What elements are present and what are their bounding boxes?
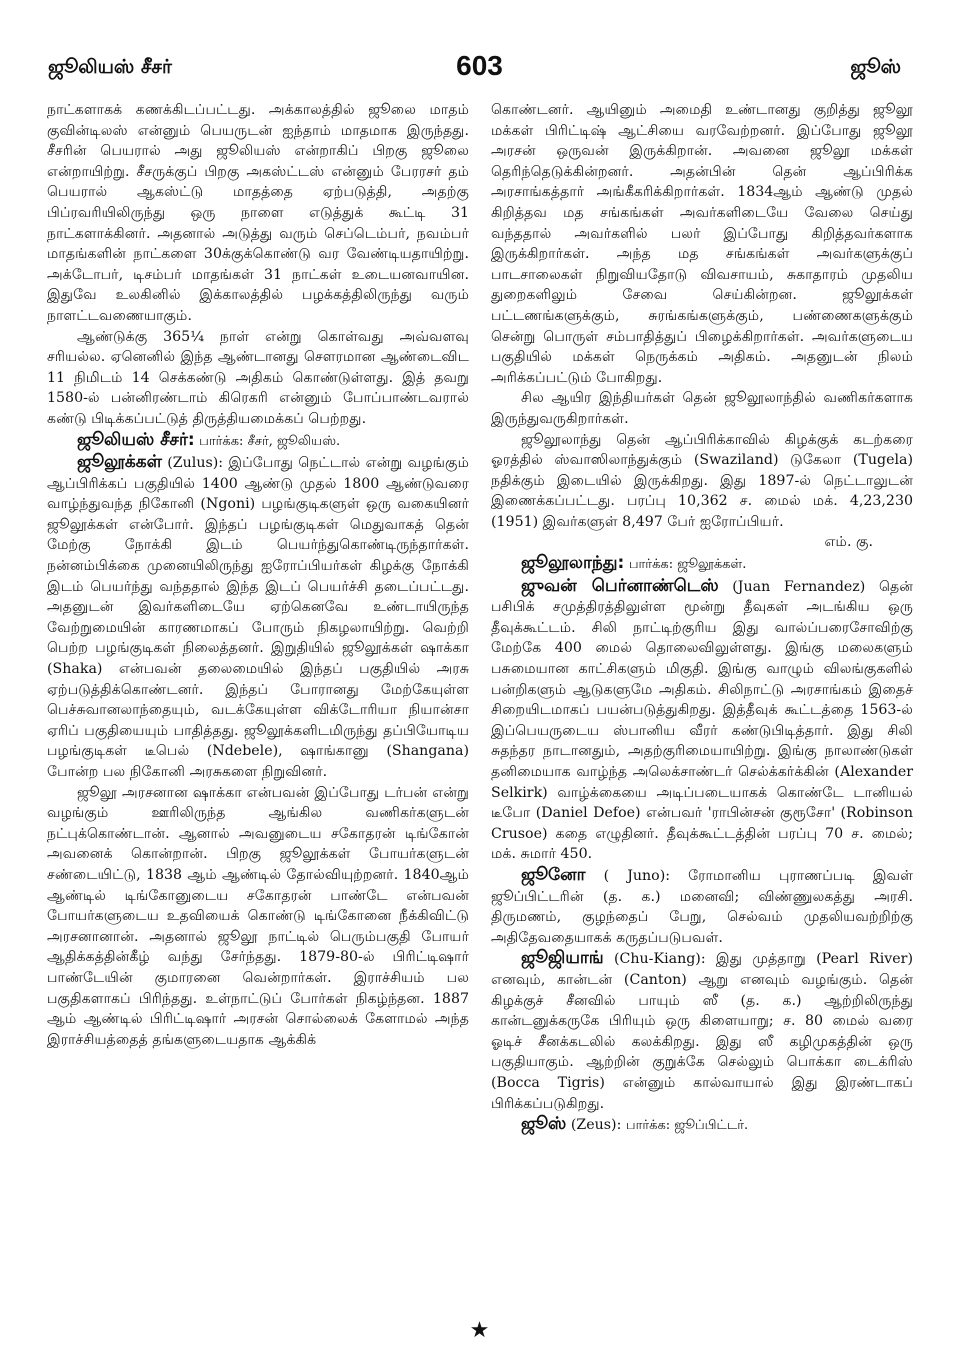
running-head-right: ஜூஸ் [850, 56, 901, 78]
paragraph: நாட்களாகக் கணக்கிடப்பட்டது. அக்காலத்தில் ஜூலை மாதம் குவின்டிலஸ் என்னும் பெயருடன் ஐந்தாம் மாதமாக இருந்தது. சீசரின் பெயரால் அது ஜூலியஸ் என்றாகிப் பிறகு ஜூலை என்றாயிற்று. சீசருக்குப் பிறகு அகஸ்ட்டஸ் என்னும் பேரரசர் தம் பெயரால் ஆகஸ்ட்டு மாதத்தை ஏற்படுத்தி, அதற்கு பிப்ரவரியிலிருந்து ஒரு நாளை எடுத்துக் கூட்டி 31 நாட்களாக்கினர். அதனால் அடுத்து வரும் செப்டெம்பர், நவம்பர் மாதங்களின் நாட்களை 30க்குக்கொண்டு வர வேண்டியதாயிற்று. அக்டோபர், டிசம்பர் மாதங்கள் 31 நாட்கள் உடையனவாயின. இதுவே உலகினில் இக்காலத்தில் பழக்கத்திலிருந்து வரும் நாளட்டவணையாகும். [47, 102, 469, 324]
cross-reference: பார்க்க: ஜூலூக்கள். [628, 557, 747, 573]
cross-reference: பார்க்க: சீசர், ஜூலியஸ். [199, 433, 341, 449]
cross-reference: பார்க்க: ஜூப்பிட்டர். [625, 1118, 749, 1134]
footer-star-mark: ★ [469, 1318, 490, 1343]
left-column [47, 100, 469, 1050]
paragraph: சில ஆயிர இந்தியர்கள் தென் ஜூலூலாந்தில் வணிகர்களாக இருந்துவருகிறார்கள். [491, 390, 913, 427]
entry-latin-name: ( Juno): [603, 867, 671, 884]
running-head-left: ஜூலியஸ் சீசர் [48, 56, 172, 78]
entry-headword: ஜூஜியாங் [521, 948, 604, 969]
entry-headword: ஜூலியஸ் சீசர்: [77, 429, 195, 450]
entry-juno [491, 865, 913, 948]
entry-latin-name: (Juan Fernandez) [732, 578, 866, 595]
entry-body: இப்போது நெட்டால் என்று வழங்கும் ஆப்பிரிக்கப் பகுதியில் 1400 ஆண்டு முதல் 1800 ஆண்டுவரை வாழ்ந்துவந்த நிகோனி (Ngoni) பழங்குடிகளுள் ஒரு வகையினர் ஜூலூக்கள் என்போர். இந்தப் பழங்குடிகள் மெதுவாகத் தென் மேற்கு நோக்கி இடம் பெயர்ந்துகொண்டிருந்தார்கள். நன்னம்பிக்கை முனையிலிருந்து ஐரோப்பியர்கள் கிழக்கு நோக்கி இடம் பெயர்ந்து வந்ததால் இந்த இடப் பெயர்ச்சி தடைப்பட்டது. அதனுடன் இவர்களிடையே ஏற்கெனவே உண்டாயிருந்த வேற்றுமையின் காரணமாகப் போரும் நிகழலாயிற்று. வெற்றி பெற்ற பழங்குடிகள் நிலைத்தனர். இறுதியில் ஜூலூக்கள் ஷாக்கா (Shaka) என்பவன் தலைமையில் இந்தப் பகுதியில் அரசு ஏற்படுத்திக்கொண்டனர். இந்தப் போரானது மேற்கேயுள்ள பெச்சுவானலாந்தையும், வடக்கேயுள்ள விக்டோரியா நியான்சா ஏரிப் பகுதியையும் பாதித்தது. ஜூலூக்களிடமிருந்து தப்பியோடிய பழங்குடிகள் டீபெல் (Ndebele), ஷாங்கானு (Shangana) போன்ற பல நிகோனி அரசுகளை நிறுவினர். [47, 455, 469, 780]
paragraph: கொண்டனர். ஆயினும் அமைதி உண்டானது குறித்து ஜூலூ மக்கள் பிரிட்டிஷ் ஆட்சியை வரவேற்றனர். இப்போது ஜூலூ அரசன் ஒருவன் இருக்கிறான். அவனை ஜூலூ மக்கள் தெரிந்தெடுக்கின்றனர். அதன்பின் தென் ஆப்பிரிக்க அரசாங்கத்தார் அங்கீகரிக்கிறார்கள். 1834ஆம் ஆண்டு முதல் கிறித்தவ மத சங்கங்கள் அவர்களிடையே வேலை செய்து வந்ததால் அவர்களில் பலர் இப்போது கிறித்தவர்களாக இருக்கிறார்கள். அந்த மத சங்கங்கள் அவர்களுக்குப் பாடசாலைகள் நிறுவியதோடு விவசாயம், சுகாதாரம் முதலிய துறைகளிலும் சேவை செய்கின்றன. ஜூலூக்கள் பட்டணங்களுக்கும், சுரங்கங்களுக்கும், பண்ணைகளுக்கும் சென்று பொருள் சம்பாதித்துப் பிழைக்கிறார்கள். அவர்களுடைய பகுதியில் மக்கள் நெருக்கம் அதிகம். அதனுடன் நிலம் அரிக்கப்பட்டும் போகிறது. [491, 102, 913, 386]
page-number: 603 [456, 50, 503, 81]
right-column [491, 100, 913, 1137]
entry-latin-name: (Chu-Kiang): [614, 951, 706, 968]
entry-julius-caesar [47, 430, 469, 453]
entry-body: இது முத்தாறு (Pearl River) எனவும், கான்டன் (Canton) ஆறு எனவும் வழங்கும். தென் கிழக்குச் சீனவில் பாயும் ஸீ (த. க.) ஆற்றிலிருந்து கான்டனுக்கருகே பிரியும் ஒரு கிளையாறு; ச. 80 மைல் வரை ஓடிச் சீனக்கடலில் கலக்கிறது. இது ஸீ கழிமுகத்தின் ஒரு பகுதியாகும். ஆற்றின் குறுக்கே செல்லும் பொக்கா டைக்ரிஸ் (Bocca Tigris) என்னும் கால்வாயால் இது இரண்டாகப் பிரிக்கப்படுகிறது. [491, 951, 913, 1112]
entry-body: ரோமானிய புராணப்படி இவள் ஜூப்பிட்டரின் (த. க.) மனைவி; விண்ணுலகத்து அரசி. திருமணம், குழந்தைப் பேறு, செல்வம் முதலியவற்றிற்கு அதிதேவதையாகக் கருதப்படுபவள். [491, 867, 914, 946]
entry-zulus [47, 452, 469, 783]
entry-latin-name: (Zulus): [167, 455, 224, 472]
entry-headword: ஜூலூலாந்து: [521, 553, 625, 574]
paragraph: ஆண்டுக்கு 365¼ நாள் என்று கொள்வது அவ்வளவு சரியல்ல. ஏனெனில் இந்த ஆண்டானது சௌரமான ஆண்டைவிட 11 நிமிடம் 14 செக்கண்டு அதிகம் கொண்டுள்ளது. இத் தவறு 1580-ல் பன்னிரண்டாம் கிரெகரி என்னும் போப்பாண்டவரால் கண்டு பிடிக்கப்பட்டுத் திருத்தியமைக்கப் பெற்றது. [47, 328, 469, 427]
entry-latin-name: (Zeus): [570, 1117, 622, 1134]
entry-headword: ஜூனோ [521, 864, 586, 885]
paragraph: ஜூலூ அரசனான ஷாக்கா என்பவன் இப்போது டர்பன் என்று வழங்கும் ஊரிலிருந்த ஆங்கில வணிகர்களுடன் நட்புக்கொண்டான். ஆனால் அவனுடைய சகோதரன் டிங்கோன் அவனைக் கொன்றான். பிறகு ஜூலூக்கள் போயர்களுடன் சண்டையிட்டு, 1838 ஆம் ஆண்டில் தோல்வியுற்றனர். 1840ஆம் ஆண்டில் டிங்கோனுடைய சகோதரன் பாண்டே என்பவன் போயர்களுடைய உதவியைக் கொண்டு டிங்கோனை நீக்கிவிட்டு அரசனானான். அதனால் ஜூலூ நாட்டில் பெரும்பகுதி போயர் ஆதிக்கத்தின்கீழ் வந்து சேர்ந்தது. 1879-80-ல் பிரிட்டிஷார் பாண்டேயின் குமாரனை வென்றார்கள். இராச்சியம் பல பகுதிகளாகப் பிரிந்தது. உள்நாட்டுப் போர்கள் நிகழ்ந்தன. 1887 ஆம் ஆண்டில் பிரிட்டிஷார் அரசன் சொல்லைக் கேளாமல் அந்த இராச்சியத்தைத் தங்களுடையதாக ஆக்கிக் [47, 784, 469, 1048]
entry-headword: ஜூஸ் [521, 1114, 567, 1135]
paragraph [491, 430, 913, 554]
entry-headword: ஜுவன் பெர்னாண்டெஸ் [521, 575, 719, 596]
entry-body: தென் பசிபிக் சமுத்திரத்திலுள்ள மூன்று தீவுகள் அடங்கிய ஒரு தீவுக்கூட்டம். சிலி நாட்டிற்குரிய இது வால்ப்பரைசோவிற்கு மேற்கே 400 மைல் தொலைவிலுள்ளது. இங்கு மலைகளும் பசுமையான காட்சிகளும் மிகுதி. இங்கு வாழும் விலங்குகளில் பன்றிகளும் ஆடுகளுமே அதிகம். சிலிநாட்டு அரசாங்கம் இதைச் சிறையிடமாகப் பயன்படுத்துகிறது. இத்தீவுக் கூட்டத்தை 1563-ல் இப்பெயருடைய ஸ்பானிய வீரர் கண்டுபிடித்தார். இது சிலி சுதந்தர நாடானதும், அதற்குரிமையாயிற்று. இங்கு நாலாண்டுகள் தனிமையாக வாழ்ந்த அலெக்சாண்டர் செல்க்கர்க்கின் (Alexander Selkirk) வாழ்க்கையை அடிப்படையாகக் கொண்டே டானியல் டீபோ (Daniel Defoe) என்பவர் 'ராபின்சன் குரூசோ' (Robinson Crusoe) கதை எழுதினர். தீவுக்கூட்டத்தின் பரப்பு 70 ச. மைல்; மக். சுமார் 450. [491, 578, 913, 863]
paragraph-text: ஜூலூலாந்து தென் ஆப்பிரிக்காவில் கிழக்குக் கடற்கரை ஓரத்தில் ஸ்வாஸிலாந்துக்கும் (Swaziland) டுகேலா (Tugela) நதிக்கும் இடையில் இருக்கிறது. இது 1897-ல் நெட்டாலுடன் இணைக்கப்பட்டது. பரப்பு 10,362 ச. மைல் மக். 4,23,230 (1951) இவர்களுள் 8,497 பேர் ஐரோப்பியர். [491, 431, 913, 530]
author-signature: எம். கு. [824, 534, 873, 551]
entry-zululand [491, 553, 913, 576]
entry-headword: ஜூலூக்கள் [77, 452, 162, 473]
entry-chu-kiang [491, 948, 913, 1114]
entry-zeus [491, 1114, 913, 1137]
entry-juan-fernandez [491, 576, 913, 865]
